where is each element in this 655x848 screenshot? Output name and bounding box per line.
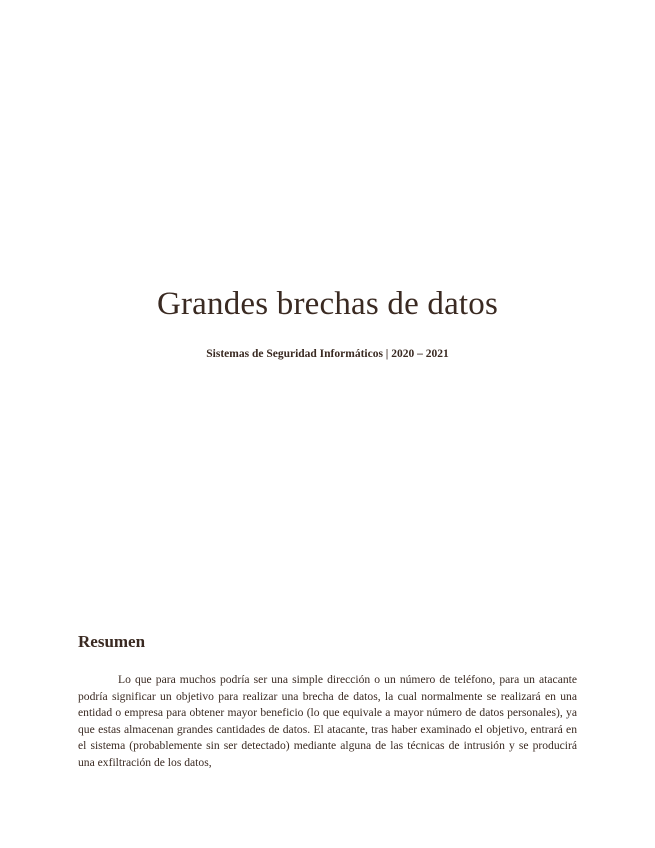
section-heading-resumen: Resumen: [78, 632, 146, 651]
document-subtitle: Sistemas de Seguridad Informáticos | 2020 – 2021: [206, 348, 449, 360]
section-paragraph-resumen: Lo que para muchos podría ser una simple dirección o un número de teléfono, para un atacante podría significar un objetivo para realizar una brecha de datos, la cual normalmente se realizará en una entidad o empresa para obtener mayor beneficio (lo que equivale a mayor número de datos personales), ya que estas almacenan grandes cantidades de datos. El atacante, tras haber examinado el objetivo, entrará en el sistema (probablemente sin ser detectado) mediante alguna de las técnicas de intrusión y se producirá una exfiltración de los datos,: [78, 673, 577, 769]
document-title: Grandes brechas de datos: [156, 286, 499, 322]
